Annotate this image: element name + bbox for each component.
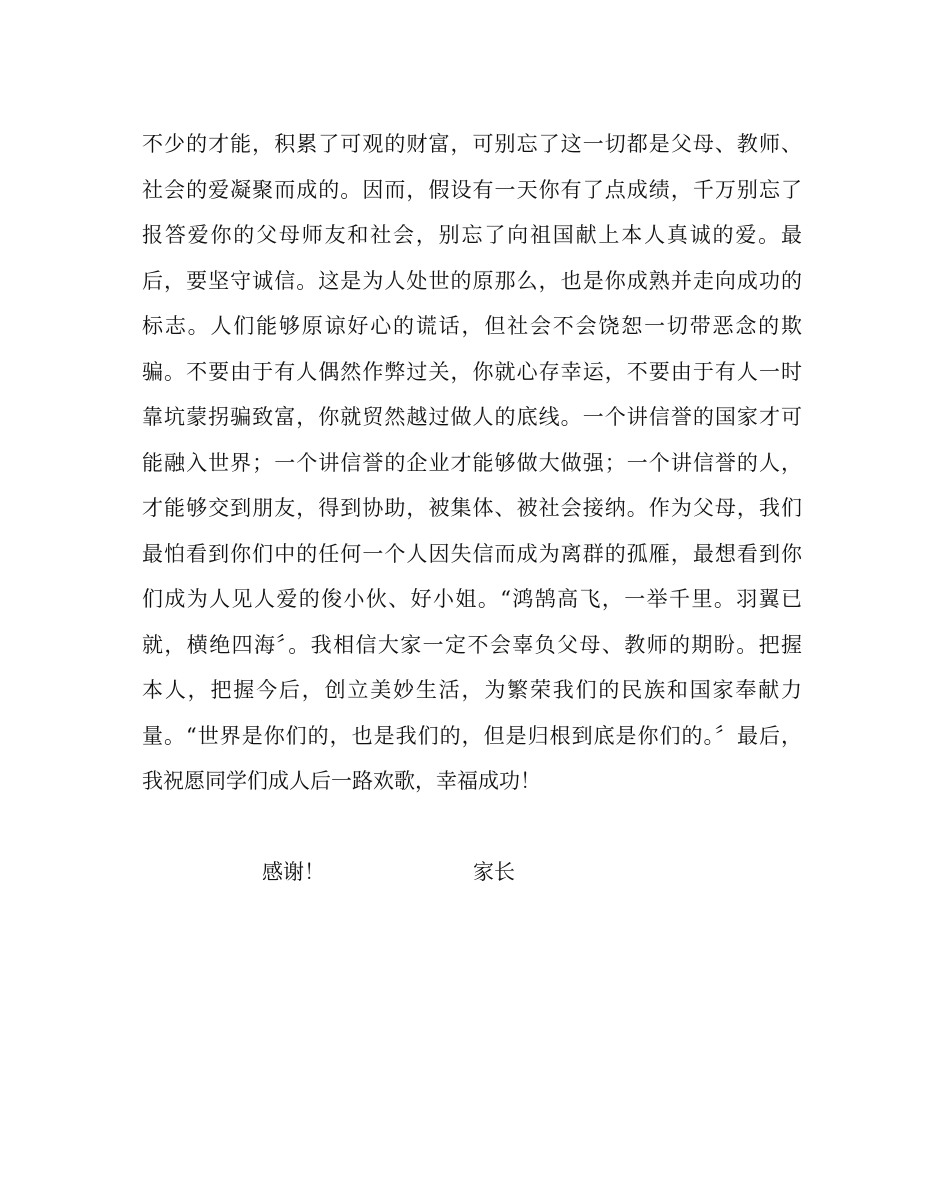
text-line: 本人，把握今后，创立美妙生活，为繁荣我们的民族和国家奉献力 [142,678,802,702]
text-line: 最怕看到你们中的任何一个人因失信而成为离群的孤雁，最想看到你 [142,541,802,566]
closing-signer: 家长 [473,860,515,884]
text-line: 才能够交到朋友，得到协助，被集体、被社会接纳。作为父母，我们 [142,496,802,520]
text-line: 标志。人们能够原谅好心的谎话，但社会不会饶恕一切带恶念的欺 [142,314,802,338]
text-line: 社会的爱凝聚而成的。因而，假设有一天你有了点成绩，千万别忘了 [142,177,802,202]
text-line: 后，要坚守诚信。这是为人处世的原那么，也是你成熟并走向成功的 [142,268,802,293]
text-line: 不少的才能，积累了可观的财富，可别忘了这一切都是父母、教师、 [142,132,802,156]
closing-thanks: 感谢！ [262,860,325,884]
text-line: 骗。不要由于有人偶然作弊过关，你就心存幸运，不要由于有人一时 [142,359,802,384]
text-line: 就，横绝四海〞。我相信大家一定不会辜负父母、教师的期盼。把握 [142,632,802,657]
body-paragraph [142,122,802,805]
text-line: 能融入世界；一个讲信誉的企业才能够做大做强；一个讲信誉的人， [142,450,802,475]
text-line: 们成为人见人爱的俊小伙、好小姐。“鸿鹄高飞，一举千里。羽翼已 [142,587,802,611]
text-line: 量。“世界是你们的，也是我们的，但是归根到底是你们的。〞最后， [142,723,802,748]
text-line: 靠坑蒙拐骗致富，你就贸然越过做人的底线。一个讲信誉的国家才可 [142,405,802,429]
text-line: 我祝愿同学们成人后一路欢歌，幸福成功！ [142,769,541,793]
text-line: 报答爱你的父母师友和社会，别忘了向祖国献上本人真诚的爱。最 [142,223,802,247]
